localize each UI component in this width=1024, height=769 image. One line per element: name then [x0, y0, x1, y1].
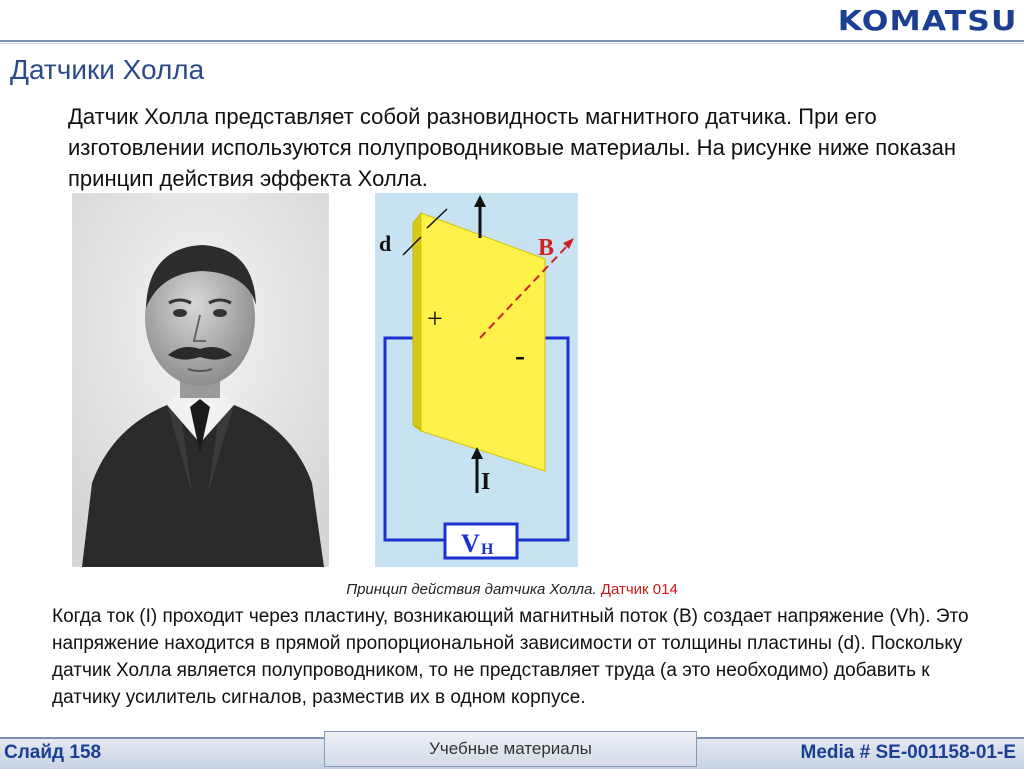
- voltmeter-subscript: H: [481, 541, 494, 558]
- intro-paragraph: Датчик Холла представляет собой разновидность магнитного датчика. При его изготовлении используются полупроводниковые материалы. На рисунке ниже показан принцип действия эффекта Холла.: [68, 104, 957, 191]
- media-number: Media # SE-001158-01-E: [800, 742, 1016, 763]
- header-divider: [0, 40, 1024, 42]
- hall-plate-edge: [413, 213, 421, 431]
- header-divider-light: [0, 43, 1024, 44]
- body-paragraph: Когда ток (I) проходит через пластину, возникающий магнитный поток (В) создает напряжение (Vh). Это напряжение находится в прямой пропорциональной зависимости от толщины пластины (d). Поскольку датчик Холла является полупроводником, то не представляет труда (а это необходимо) добавить к датчику усилитель сигналов, разместив их в одном корпусе.: [52, 606, 969, 708]
- thickness-label: d: [379, 231, 392, 256]
- figure-caption: [0, 581, 1024, 598]
- minus-sign: -: [515, 339, 525, 372]
- plus-sign: +: [427, 304, 443, 335]
- company-logo: KOMATSU: [838, 4, 1018, 37]
- current-label: I: [481, 469, 491, 495]
- portrait-photo: [72, 193, 329, 567]
- slide-number: Слайд 158: [4, 742, 102, 763]
- caption-text: Принцип действия датчика Холла.: [346, 581, 597, 598]
- footer-center-tab: Учебные материалы: [324, 731, 697, 767]
- current-arrow-top: [474, 195, 486, 207]
- voltmeter-label: V: [461, 529, 480, 558]
- caption-reference: Датчик 014: [600, 581, 678, 598]
- hall-effect-diagram: [375, 193, 578, 567]
- hall-plate: [421, 213, 545, 471]
- portrait-photo-icon: [72, 193, 329, 567]
- page-title: Датчики Холла: [10, 54, 205, 85]
- field-label: B: [538, 235, 555, 261]
